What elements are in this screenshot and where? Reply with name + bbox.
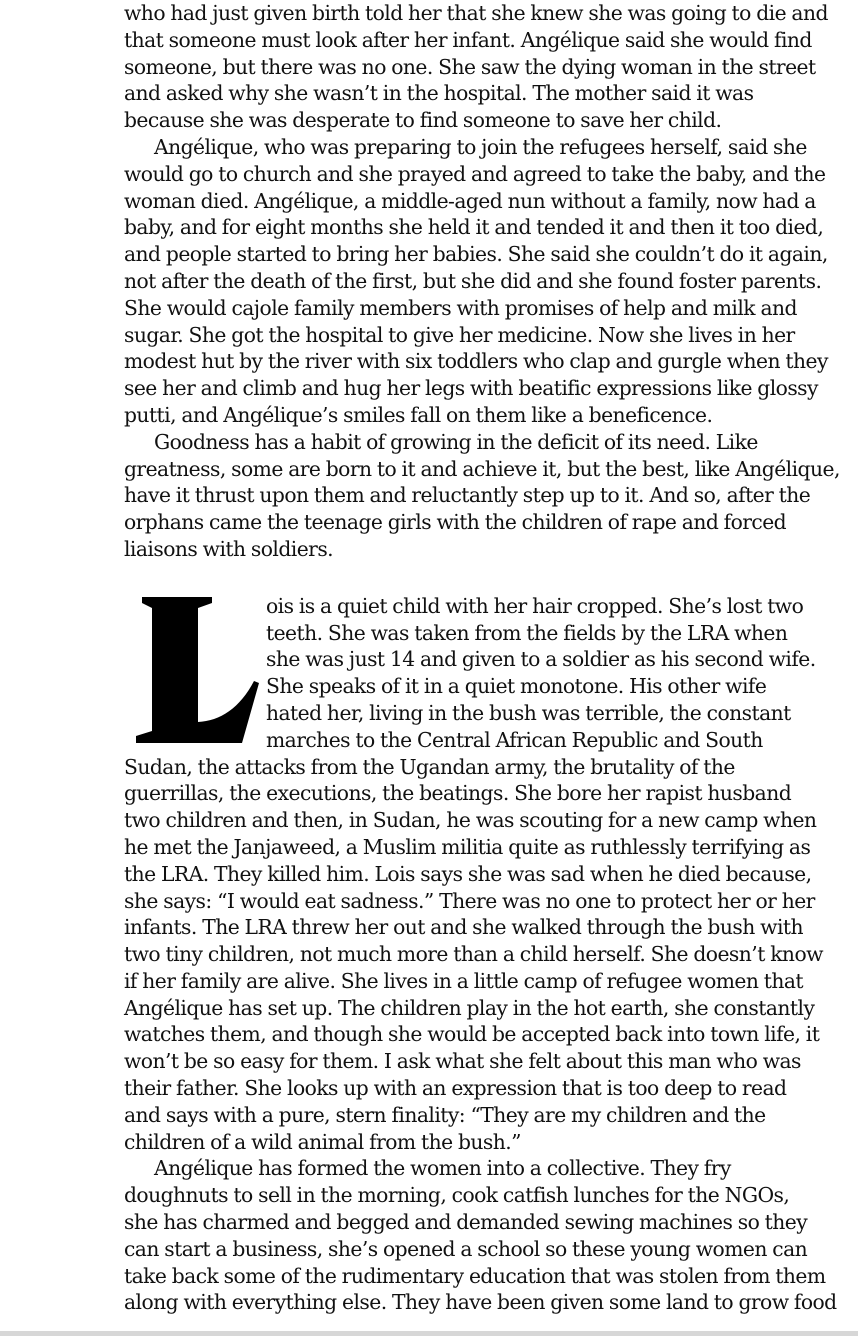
- text-line: two tiny children, not much more than a child herself. She doesn’t know: [124, 942, 823, 967]
- article-body: [124, 0, 840, 1316]
- paragraph-5: [124, 1155, 837, 1316]
- text-line: their father. She looks up with an expression that is too deep to read: [124, 1076, 787, 1101]
- dropcap-letter-l: [128, 595, 262, 745]
- text-line: won’t be so easy for them. I ask what she felt about this man who was: [124, 1049, 801, 1074]
- text-line: along with everything else. They have been given some land to grow food: [124, 1290, 837, 1315]
- text-line: children of a wild animal from the bush.”: [124, 1129, 521, 1154]
- text-line: and says with a pure, stern finality: “They are my children and the: [124, 1102, 766, 1127]
- text-line: liaisons with soldiers.: [124, 536, 334, 561]
- horizontal-scrollbar[interactable]: [0, 1331, 858, 1336]
- text-line: guerrillas, the executions, the beatings. She bore her rapist husband: [124, 781, 792, 806]
- text-line: Angélique has formed the women into a collective. They fry: [154, 1156, 731, 1181]
- section-break: [124, 563, 802, 593]
- text-line: She speaks of it in a quiet monotone. His other wife: [266, 674, 767, 699]
- text-line: putti, and Angélique’s smiles fall on them like a beneficence.: [124, 402, 713, 427]
- text-line: that someone must look after her infant. Angélique said she would find: [124, 27, 812, 52]
- text-line: would go to church and she prayed and agreed to take the baby, and the: [124, 161, 826, 186]
- text-line: see her and climb and hug her legs with beatific expressions like glossy: [124, 376, 818, 401]
- text-line: Sudan, the attacks from the Ugandan army, the brutality of the: [124, 754, 735, 779]
- text-line: She would cajole family members with promises of help and milk and: [124, 295, 797, 320]
- text-line: greatness, some are born to it and achieve it, but the best, like Angélique,: [124, 456, 840, 481]
- text-line: have it thrust upon them and reluctantly step up to it. And so, after the: [124, 483, 811, 508]
- text-line: Angélique, who was preparing to join the refugees herself, said she: [154, 134, 807, 159]
- paragraph-2: [124, 134, 828, 429]
- text-line: ois is a quiet child with her hair cropped. She’s lost two: [266, 593, 804, 618]
- text-line: he met the Janjaweed, a Muslim militia quite as ruthlessly terrifying as: [124, 834, 811, 859]
- text-line: she says: “I would eat sadness.” There was no one to protect her or her: [124, 888, 815, 913]
- text-line: infants. The LRA threw her out and she walked through the bush with: [124, 915, 803, 940]
- paragraph-4: [124, 593, 823, 1156]
- text-line: Goodness has a habit of growing in the deficit of its need. Like: [154, 429, 758, 454]
- text-line: orphans came the teenage girls with the children of rape and forced: [124, 510, 787, 535]
- text-line: if her family are alive. She lives in a little camp of refugee women that: [124, 968, 804, 993]
- text-line: teeth. She was taken from the fields by the LRA when: [266, 620, 788, 645]
- dropcap-glyph: [128, 595, 262, 745]
- paragraph-3: [124, 429, 840, 563]
- text-line: and people started to bring her babies. She said she couldn’t do it again,: [124, 242, 828, 267]
- text-line: and asked why she wasn’t in the hospital. The mother said it was: [124, 81, 754, 106]
- text-line: modest hut by the river with six toddlers who clap and gurgle when they: [124, 349, 828, 374]
- text-line: sugar. She got the hospital to give her medicine. Now she lives in her: [124, 322, 795, 347]
- text-line: she was just 14 and given to a soldier as his second wife.: [266, 647, 816, 672]
- text-line: someone, but there was no one. She saw the dying woman in the street: [124, 54, 816, 79]
- text-line: because she was desperate to find someone to save her child.: [124, 108, 722, 133]
- text-line: the LRA. They killed him. Lois says she was sad when he died because,: [124, 861, 812, 886]
- text-line: watches them, and though she would be accepted back into town life, it: [124, 1022, 820, 1047]
- text-line: she has charmed and begged and demanded sewing machines so they: [124, 1210, 808, 1235]
- text-line: two children and then, in Sudan, he was scouting for a new camp when: [124, 808, 817, 833]
- text-line: can start a business, she’s opened a school so these young women can: [124, 1236, 808, 1261]
- text-line: not after the death of the first, but she did and she found foster parents.: [124, 268, 822, 293]
- text-line: woman died. Angélique, a middle-aged nun without a family, now had a: [124, 188, 816, 213]
- text-line: take back some of the rudimentary education that was stolen from them: [124, 1263, 826, 1288]
- text-line: doughnuts to sell in the morning, cook catfish lunches for the NGOs,: [124, 1183, 790, 1208]
- text-line: hated her, living in the bush was terrible, the constant: [266, 700, 791, 725]
- text-line: who had just given birth told her that she knew she was going to die and: [124, 1, 828, 25]
- text-line: Angélique has set up. The children play in the hot earth, she constantly: [124, 995, 815, 1020]
- text-line: baby, and for eight months she held it and tended it and then it too died,: [124, 215, 824, 240]
- paragraph-1: [124, 0, 828, 134]
- text-line: marches to the Central African Republic and South: [266, 727, 763, 752]
